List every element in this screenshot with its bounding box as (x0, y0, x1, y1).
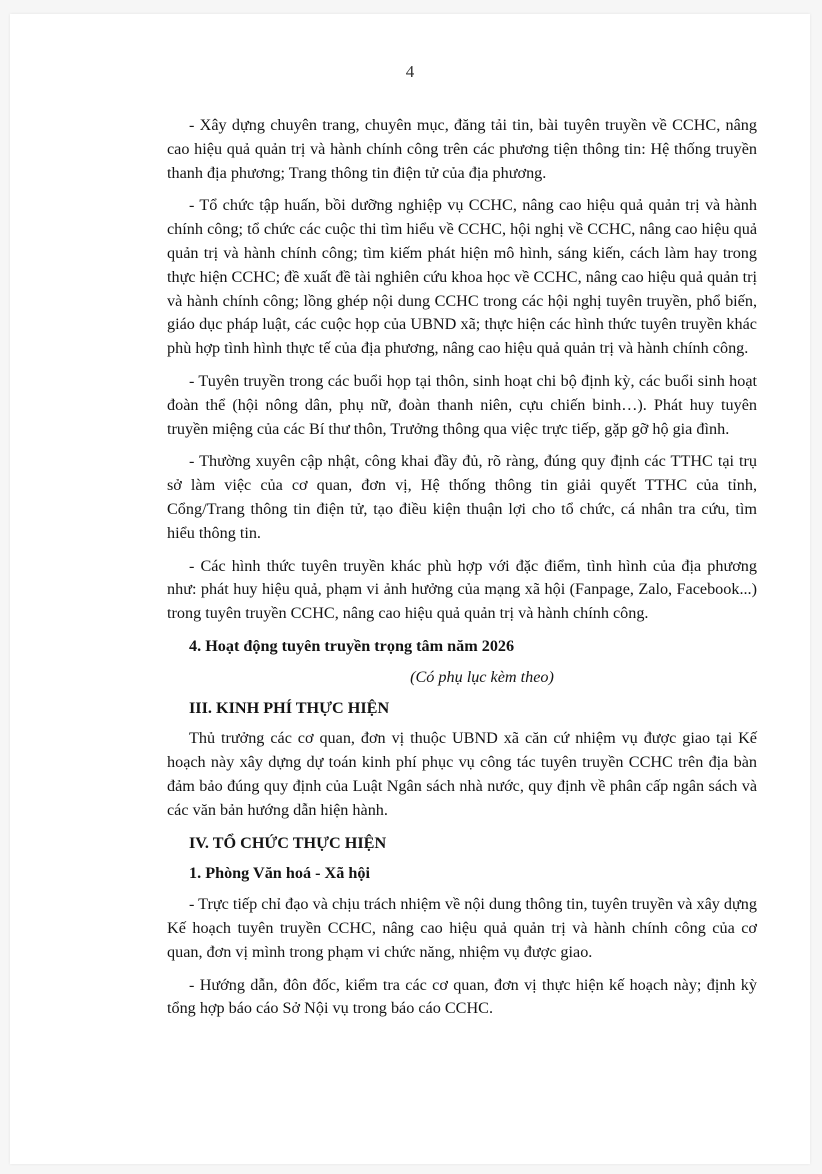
paragraph-social-media: - Các hình thức tuyên truyền khác phù hợp với đặc điểm, tình hình của địa phương như: phát huy hiệu quả, phạm vi ảnh hưởng của mạng xã hội (Fanpage, Zalo, Facebook...) trong tuyên truyền CCHC, nâng cao hiệu quả quản trị và hành chính công. (167, 556, 757, 623)
page-number: 4 (405, 62, 415, 81)
paragraph-funding: Thủ trưởng các cơ quan, đơn vị thuộc UBND xã căn cứ nhiệm vụ được giao tại Kế hoạch này xây dựng dự toán kinh phí phục vụ công tác tuyên truyền CCHC trên địa bàn đảm bảo đúng quy định của Luật Ngân sách nhà nước, quy định về phân cấp ngân sách và các văn bản hướng dẫn hiện hành. (167, 729, 757, 819)
paragraph-training: - Tổ chức tập huấn, bồi dưỡng nghiệp vụ CCHC, nâng cao hiệu quả quản trị và hành chính công; tổ chức các cuộc thi tìm hiểu về CCHC, hội nghị về CCHC, nâng cao hiệu quả quản trị và hành chính công; tìm kiếm phát hiện mô hình, sáng kiến, cách làm hay trong thực hiện CCHC; đề xuất đề tài nghiên cứu khoa học về CCHC, nâng cao hiệu quả quản trị và hành chính công; lồng ghép nội dung CCHC trong các hội nghị tuyên truyền, phổ biến, giáo dục pháp luật, các cuộc họp của UBND xã; thực hiện các hình thức tuyên truyền khác phù hợp tình hình thực tế của địa phương, nâng cao hiệu quả quản trị và hành chính công. (167, 196, 757, 358)
paragraph-propaganda-channels: - Xây dựng chuyên trang, chuyên mục, đăng tải tin, bài tuyên truyền về CCHC, nâng cao hiệu quả quản trị và hành chính công trên các phương tiện thông tin: Hệ thống truyền thanh địa phương; Trang thông tin điện tử của địa phương. (167, 116, 757, 182)
paragraph-direct-guidance: - Trực tiếp chỉ đạo và chịu trách nhiệm về nội dung thông tin, tuyên truyền và xây dựng Kế hoạch tuyên truyền CCHC, nâng cao hiệu quả quản trị và hành chính công của cơ quan, đơn vị mình trong phạm vi chức năng, nhiệm vụ được giao. (167, 895, 757, 961)
paragraph-meetings: - Tuyên truyền trong các buổi họp tại thôn, sinh hoạt chi bộ định kỳ, các buổi sinh hoạt đoàn thể (hội nông dân, phụ nữ, đoàn thanh niên, cựu chiến binh…). Phát huy tuyên truyền miệng của các Bí thư thôn, Trưởng thông qua việc trực tiếp, gặp gỡ hộ gia đình. (167, 371, 757, 438)
paragraph-public-disclosure: - Thường xuyên cập nhật, công khai đầy đủ, rõ ràng, đúng quy định các TTHC tại trụ sở làm việc của cơ quan, đơn vị, Hệ thống thông tin giải quyết TTHC của tỉnh, Cổng/Trang thông tin điện tử, tạo điều kiện thuận lợi cho tổ chức, cá nhân tra cứu, tìm hiểu thông tin. (167, 452, 757, 542)
heading-culture-social-office: 1. Phòng Văn hoá - Xã hội (189, 864, 370, 883)
heading-key-activities-2026: 4. Hoạt động tuyên truyền trọng tâm năm 2026 (189, 636, 515, 655)
heading-section-iv: IV. TỔ CHỨC THỰC HIỆN (189, 833, 387, 852)
paragraph-reporting: - Hướng dẫn, đôn đốc, kiểm tra các cơ quan, đơn vị thực hiện kế hoạch này; định kỳ tổng hợp báo cáo Sở Nội vụ trong báo cáo CCHC. (167, 975, 757, 1018)
heading-section-iii: III. KINH PHÍ THỰC HIỆN (189, 698, 390, 717)
appendix-note: (Có phụ lục kèm theo) (410, 667, 554, 686)
document-page (10, 14, 810, 1164)
document-body (167, 114, 757, 1030)
